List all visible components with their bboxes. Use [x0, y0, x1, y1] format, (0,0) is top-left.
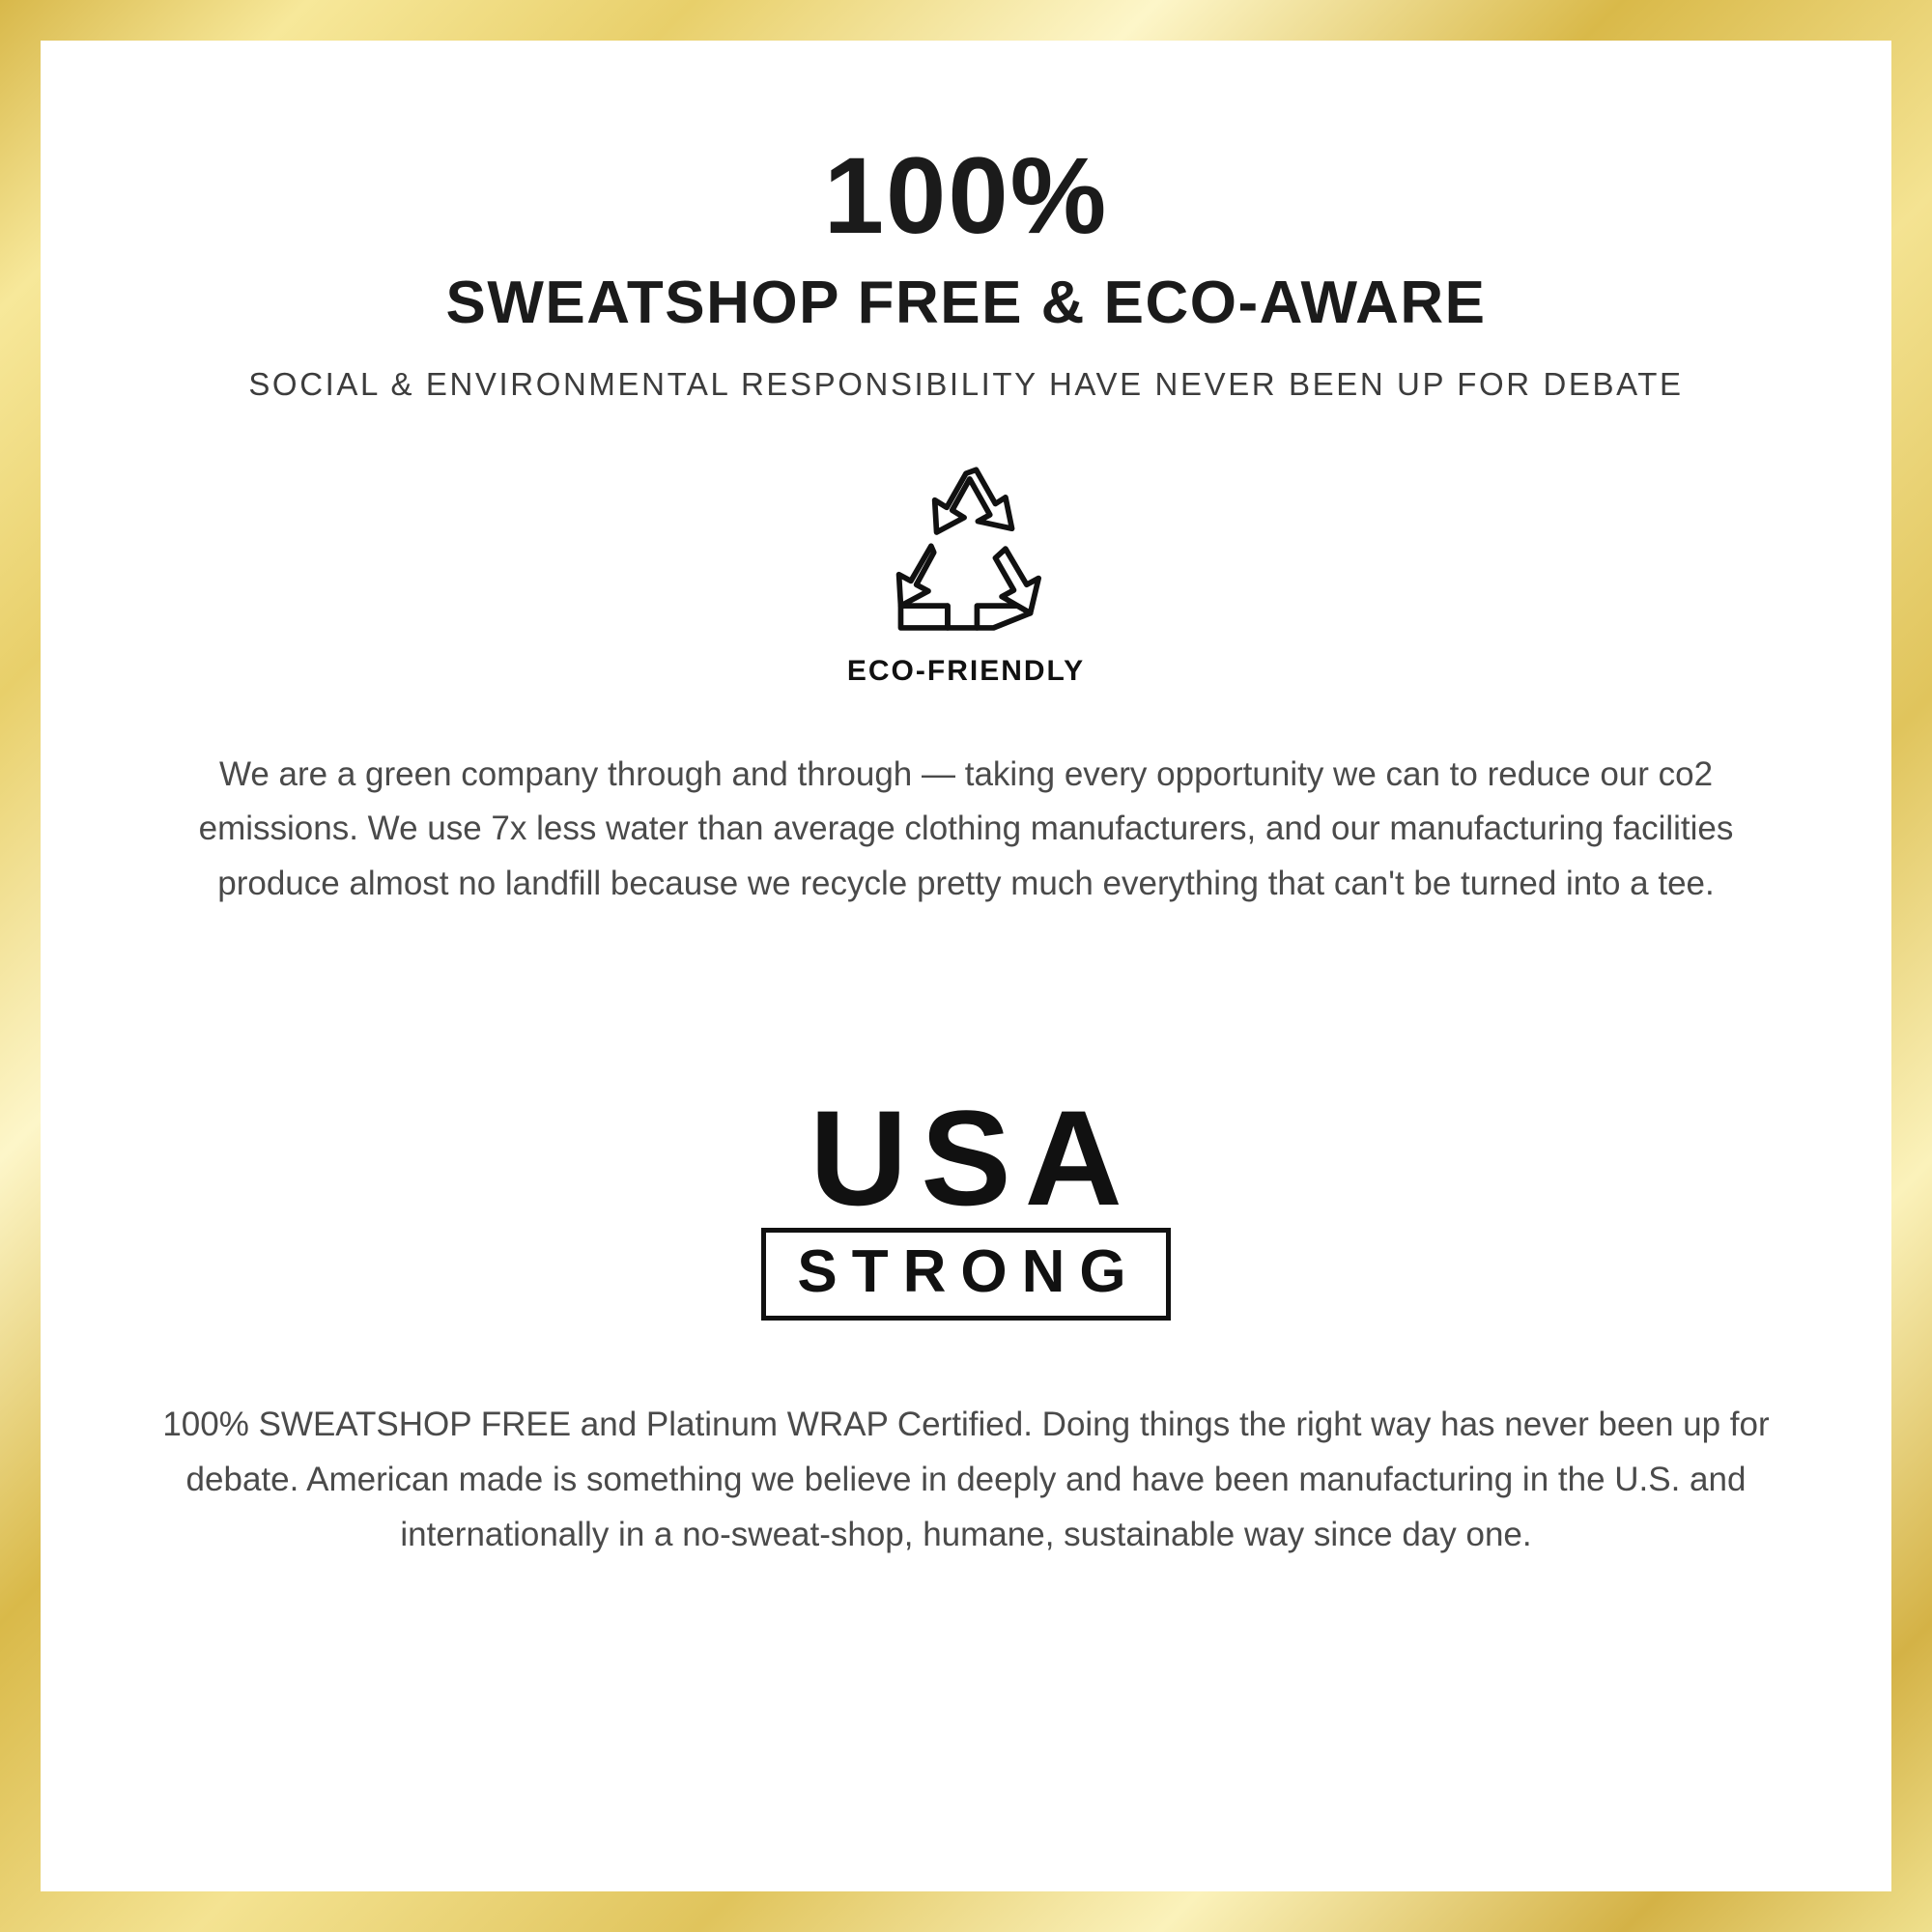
hero-percent: 100% — [823, 135, 1109, 256]
eco-badge-label: ECO-FRIENDLY — [846, 654, 1086, 687]
usa-word: USA — [810, 1081, 1136, 1234]
strong-word: STRONG — [797, 1238, 1141, 1306]
content-column — [41, 41, 1891, 1562]
recycle-icon — [855, 457, 1077, 645]
eco-badge — [132, 457, 1800, 688]
eco-paragraph: We are a green company through and through — taking every opportunity we can to reduce our co2 emissions. We use 7x less water than average clothing manufacturers, and our manufacturing facilities produce almost no landfill because we recycle pretty much everything that can't be turned into a tee. — [198, 754, 1734, 903]
hero-headline: SWEATSHOP FREE & ECO-AWARE — [445, 270, 1487, 336]
strong-box — [761, 1228, 1170, 1321]
usa-strong-badge — [132, 1081, 1800, 1321]
hero-subheadline: SOCIAL & ENVIRONMENTAL RESPONSIBILITY HAVE NEVER BEEN UP FOR DEBATE — [248, 366, 1684, 403]
card-body — [41, 41, 1891, 1891]
usa-paragraph: 100% SWEATSHOP FREE and Platinum WRAP Certified. Doing things the right way has never been up for debate. American made is something we believe in deeply and have been manufacturing in the U.S. and internationally in a no-sweat-shop, humane, sustainable way since day one. — [162, 1406, 1770, 1553]
